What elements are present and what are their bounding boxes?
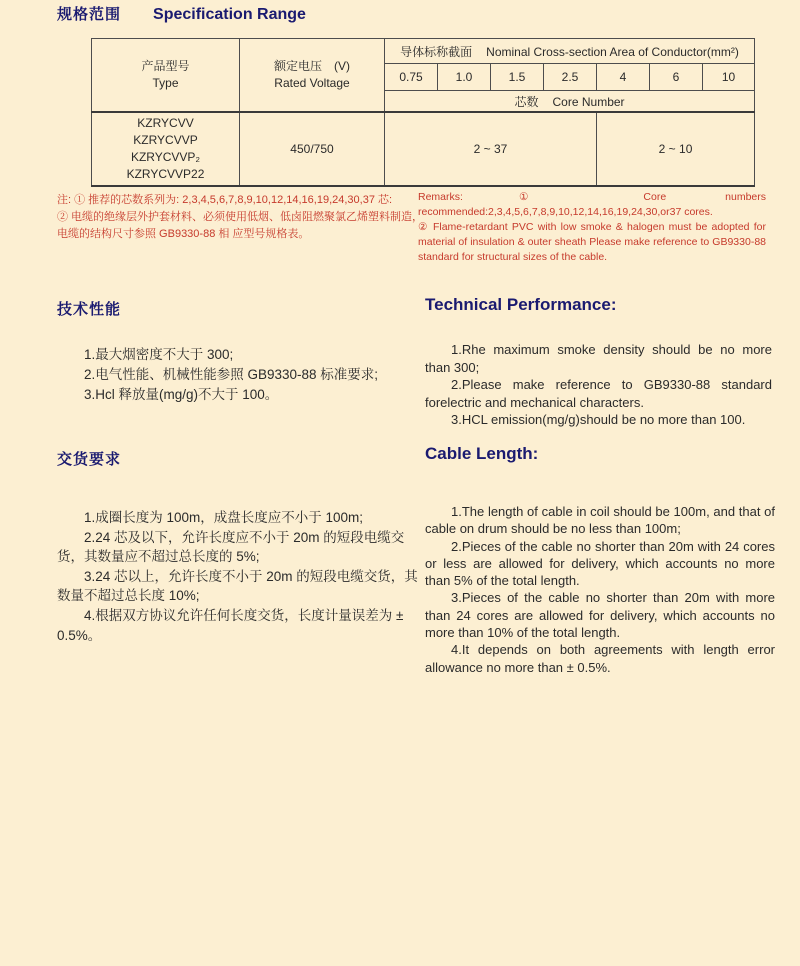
section-heading: 交货要求 — [57, 451, 122, 468]
col-header-voltage-zh: 额定电压 (V) — [274, 59, 350, 73]
col-header-core-number — [385, 91, 755, 113]
product-type: KZRYCVVP₂ — [130, 150, 201, 164]
section-heading: Technical Performance: — [425, 295, 617, 314]
col-header-conductor — [385, 39, 755, 64]
section-item: 3.Pieces of the cable no shorter than 20m with more than 24 cores are allowed for delivery, which accounts no more than 10% of the total length. — [425, 590, 775, 641]
section-item: 4.It depends on both agreements with length error allowance no more than ± 0.5%. — [425, 642, 775, 675]
remark-paragraph: Remarks:① Core numbers recommended:2,3,4,5,6,7,8,9,10,12,14,16,19,24,30,or37 cores. — [418, 191, 766, 218]
size-cell: 1.5 — [491, 64, 544, 91]
product-type: KZRYCVVP22 — [126, 167, 205, 181]
section-item: 3.Hcl 释放量(mg/g)不大于 100。 — [84, 387, 279, 402]
core-range-small-sections: 2 ~ 37 — [385, 112, 597, 186]
section-item: 4.根据双方协议允许任何长度交货，长度计量误差为 ± 0.5%。 — [57, 607, 404, 643]
section-delivery-requirements-zh — [57, 448, 421, 645]
col-header-type-en: Type — [152, 76, 179, 90]
col-header-voltage — [240, 39, 385, 113]
note-line: ② 电缆的绝缘层外护套材料、必须使用低烟、低卤阻燃聚氯乙烯塑料制造， — [57, 211, 424, 223]
size-cell: 10 — [703, 64, 755, 91]
note-line: 电缆的结构尺寸参照 GB9330-88 相 应型号规格表。 — [57, 228, 310, 240]
size-cell: 6 — [650, 64, 703, 91]
section-item: 3.HCL emission(mg/g)should be no more than 100. — [451, 412, 746, 427]
col-header-conductor-zh: 导体标称截面 — [400, 44, 473, 59]
section-item: 1.成圈长度为 100m，成盘长度应不小于 100m; — [84, 510, 364, 525]
section-technical-performance-en — [425, 295, 772, 429]
notes-chinese — [57, 192, 424, 243]
page-title-en: Specification Range — [153, 6, 306, 23]
section-item: 2.Please make reference to GB9330-88 standard forelectric and mechanical characters. — [425, 377, 772, 410]
section-item: 1.The length of cable in coil should be 100m, and that of cable on drum should be no less than 100m; — [425, 504, 775, 537]
product-types-cell — [92, 112, 240, 186]
size-cell: 2.5 — [544, 64, 597, 91]
size-cell: 1.0 — [438, 64, 491, 91]
section-heading: 技术性能 — [57, 301, 122, 318]
page-title — [57, 3, 306, 24]
section-item: 3.24 芯以上，允许长度不小于 20m 的短段电缆交货，其数量不超过总长度 10%; — [57, 568, 418, 604]
section-item: 1.Rhe maximum smoke density should be no more than 300; — [425, 342, 772, 375]
col-header-core-zh: 芯数 — [514, 94, 539, 109]
page-title-zh: 规格范围 — [57, 6, 122, 23]
section-cable-length-en — [425, 444, 775, 676]
section-item: 2.24 芯及以下，允许长度应不小于 20m 的短段电缆交货，其数量应不超过总长度的 5%; — [57, 529, 405, 565]
core-range-large-sections: 2 ~ 10 — [597, 112, 755, 186]
rated-voltage-cell: 450/750 — [240, 112, 385, 186]
section-heading: Cable Length: — [425, 444, 539, 463]
note-line: 注: ① 推荐的芯数系列为: 2,3,4,5,6,7,8,9,10,12,14,16,19,24,30,37 芯: — [57, 194, 393, 206]
remark-paragraph: ② Flame-retardant PVC with low smoke & halogen must be adopted for material of insulation & outer sheath Please make reference to GB9330-88 standard for structural sizes of the cable. — [418, 221, 766, 263]
specification-table — [91, 38, 755, 187]
remarks-english — [418, 190, 766, 265]
size-cell: 0.75 — [385, 64, 438, 91]
col-header-type — [92, 39, 240, 113]
col-header-voltage-en: Rated Voltage — [274, 76, 350, 90]
product-type: KZRYCVVP — [133, 133, 198, 147]
section-technical-performance-zh — [57, 298, 419, 405]
col-header-conductor-en: Nominal Cross-section Area of Conductor(mm²) — [486, 44, 739, 59]
size-cell: 4 — [597, 64, 650, 91]
table-row — [92, 112, 755, 186]
col-header-core-en: Core Number — [552, 94, 625, 109]
product-type: KZRYCVV — [137, 116, 194, 130]
section-item: 1.最大烟密度不大于 300; — [84, 347, 234, 362]
col-header-type-zh: 产品型号 — [141, 59, 190, 73]
section-item: 2.电气性能、机械性能参照 GB9330-88 标准要求; — [84, 367, 379, 382]
section-item: 2.Pieces of the cable no shorter than 20m with 24 cores or less are allowed for delivery, which accounts no more than 5% of the total length. — [425, 538, 775, 589]
